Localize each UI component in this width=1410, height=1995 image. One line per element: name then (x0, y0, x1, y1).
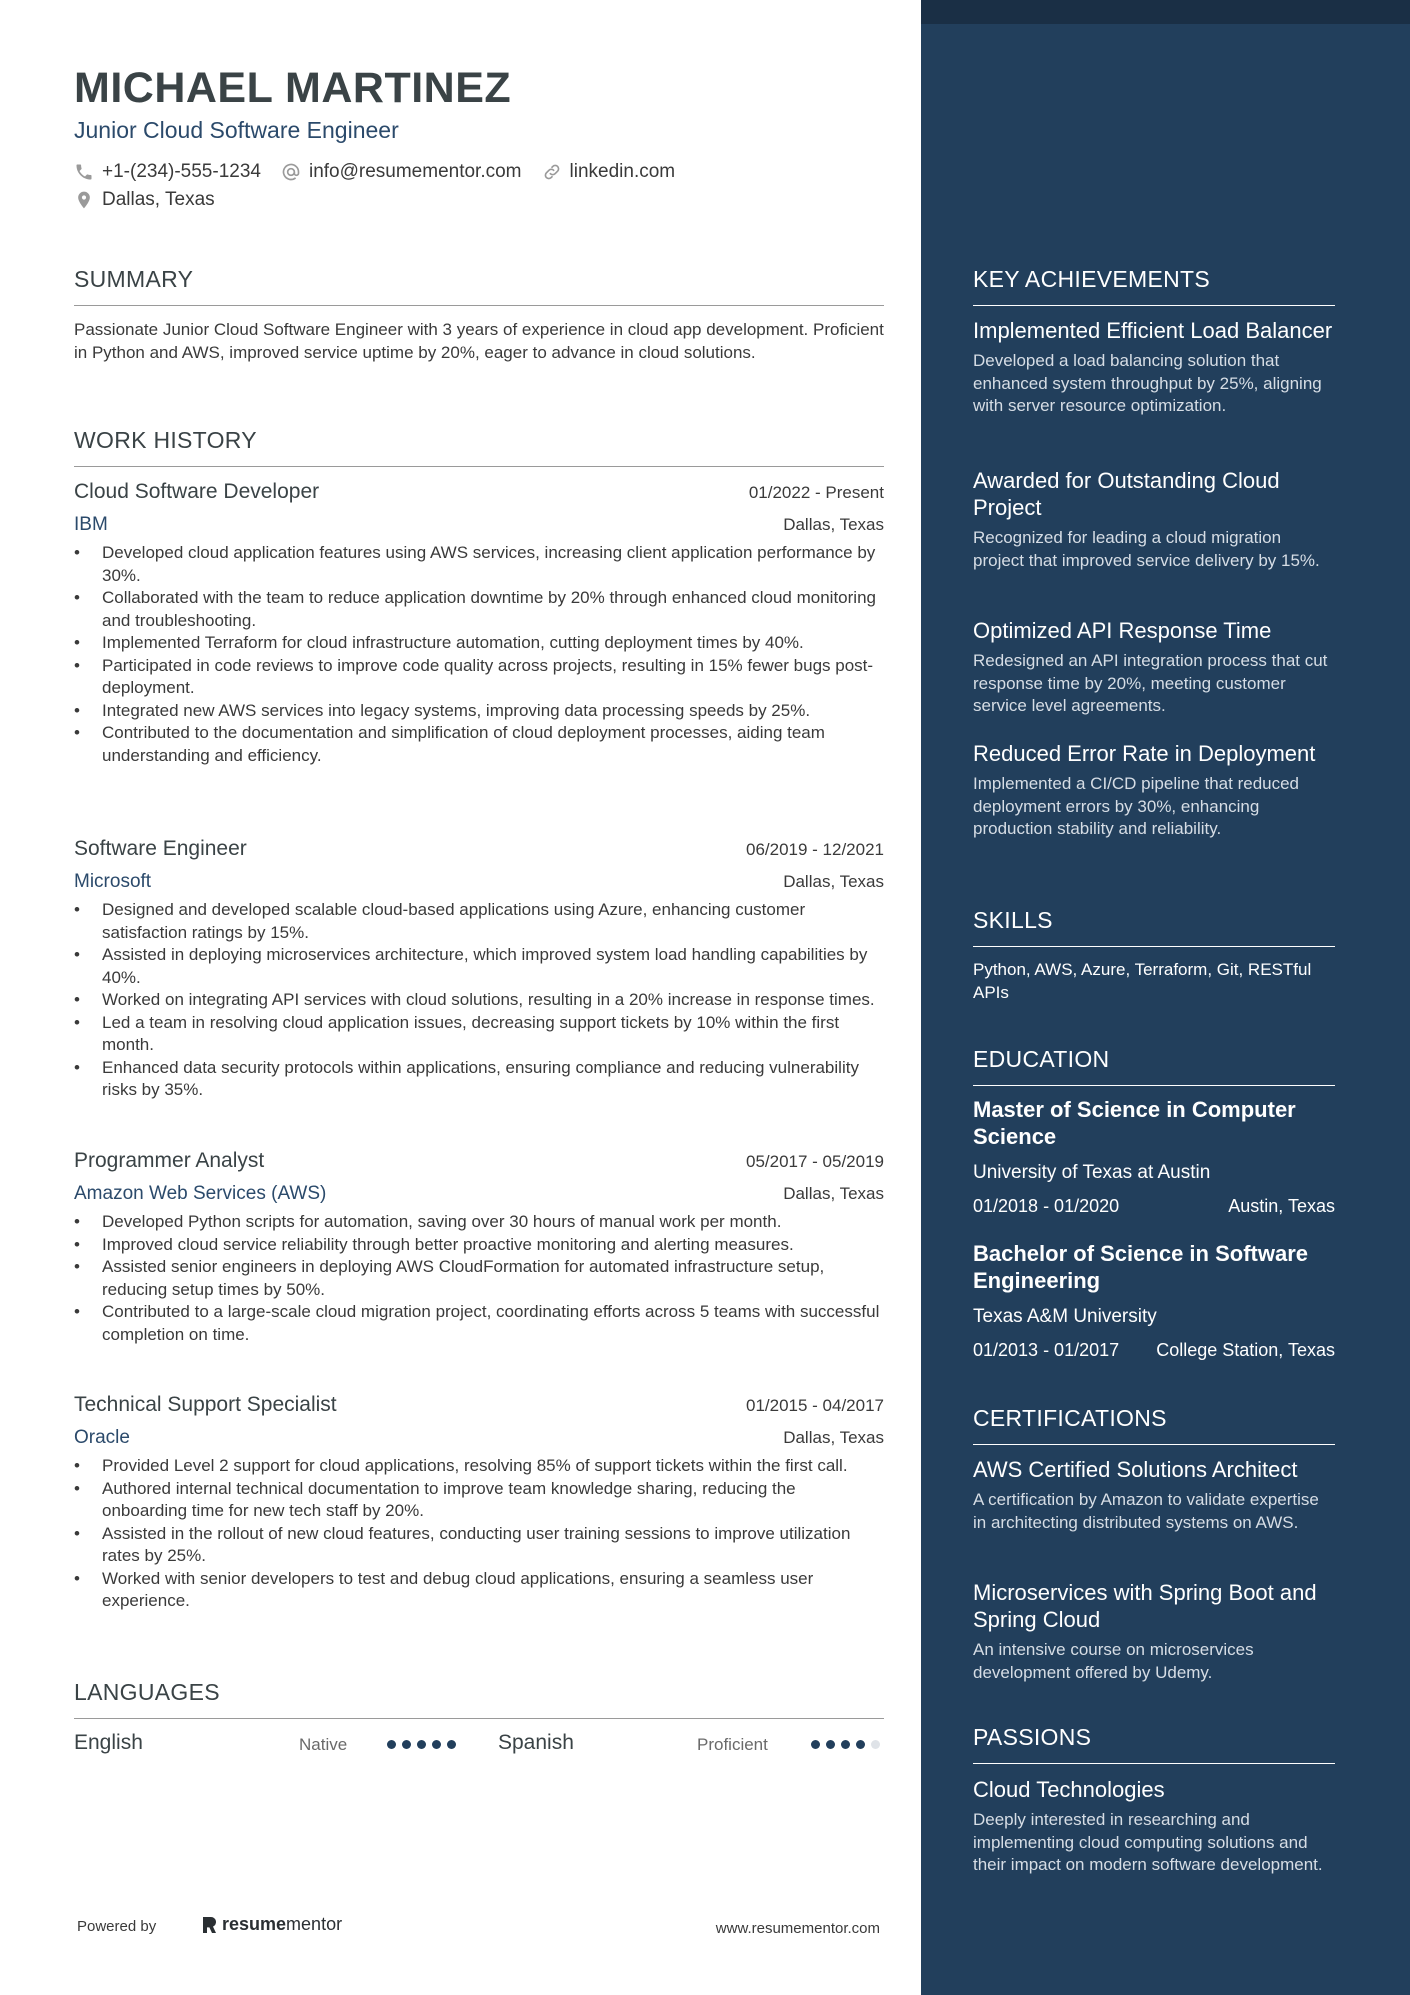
contact-location (74, 189, 235, 211)
footer-website-link[interactable]: www.resumementor.com (715, 1920, 880, 1937)
certification-title: AWS Certified Solutions Architect (973, 1457, 1298, 1482)
languages-row (74, 1731, 884, 1761)
language-name: English (74, 1731, 143, 1754)
job-bullets (74, 899, 884, 1102)
certification-item (973, 1456, 1335, 1534)
bullet-item: • Authored internal technical documentation to improve team knowledge sharing, reducing the onboarding time for new tech staff by 20%. (74, 1478, 884, 1523)
bullet-item: • Assisted in deploying microservices architecture, which improved system load handling capabilities by 40%. (74, 944, 884, 989)
achievement-desc: Redesigned an API integration process that cut response time by 20%, meeting customer service level agreements. (973, 651, 1328, 715)
resumementor-logo[interactable] (200, 1914, 342, 1935)
candidate-name: MICHAEL MARTINEZ (74, 64, 512, 112)
achievement-item (973, 317, 1335, 418)
job-dates: 05/2017 - 05/2019 (745, 1152, 884, 1171)
achievement-item (973, 740, 1335, 841)
job-bullets (74, 1455, 884, 1613)
rating-dot-filled (417, 1740, 426, 1749)
rating-dot-filled (432, 1740, 441, 1749)
contact-phone[interactable] (74, 161, 261, 183)
education-school: Texas A&M University (973, 1306, 1157, 1327)
bullet-item: • Developed cloud application features using AWS services, increasing client application performance by 30%. (74, 542, 884, 587)
education-item (973, 1096, 1335, 1217)
sidebar (921, 0, 1410, 1995)
achievement-item (973, 467, 1335, 572)
job-bullets (74, 542, 884, 767)
education-item (973, 1240, 1335, 1361)
contact-row (74, 161, 695, 183)
job-dates: 06/2019 - 12/2021 (745, 840, 884, 859)
language-rating (387, 1740, 456, 1749)
bullet-item: • Integrated new AWS services into legacy systems, improving data processing speeds by 25%. (74, 700, 884, 723)
email-text: info@resumementor.com (308, 161, 522, 182)
job-title: Cloud Software Developer (74, 480, 320, 503)
summary-heading: SUMMARY (74, 266, 884, 306)
job-location: Dallas, Texas (783, 1428, 884, 1447)
bullet-item: • Led a team in resolving cloud application issues, decreasing support tickets by 10% within the first month. (74, 1012, 884, 1057)
logo-text-bold: resume (222, 1914, 287, 1934)
languages-heading: LANGUAGES (74, 1679, 884, 1719)
job-location: Dallas, Texas (783, 515, 884, 534)
resumementor-logo-icon (200, 1915, 218, 1935)
language-rating (811, 1740, 880, 1749)
job-bullets (74, 1211, 884, 1346)
language-level: Native (299, 1735, 348, 1754)
language-level: Proficient (697, 1735, 768, 1754)
powered-by-text: Powered by (77, 1918, 157, 1935)
job-entry (74, 1149, 884, 1346)
key-achievements-heading: KEY ACHIEVEMENTS (973, 266, 1335, 306)
rating-dot-filled (447, 1740, 456, 1749)
education-dates: 01/2013 - 01/2017 (973, 1340, 1120, 1360)
achievement-desc: Recognized for leading a cloud migration project that improved service delivery by 15%. (973, 528, 1320, 570)
job-company: Oracle (74, 1427, 130, 1448)
bullet-item: • Improved cloud service reliability through better proactive monitoring and alerting measures. (74, 1234, 884, 1257)
bullet-item: • Collaborated with the team to reduce application downtime by 20% through enhanced cloud monitoring and troubleshooting. (74, 587, 884, 632)
rating-dot-empty (871, 1740, 880, 1749)
education-heading: EDUCATION (973, 1046, 1335, 1086)
job-title: Technical Support Specialist (74, 1393, 337, 1416)
education-location: Austin, Texas (1228, 1196, 1335, 1216)
bullet-item: • Worked on integrating API services with cloud solutions, resulting in a 20% increase in response times. (74, 989, 884, 1012)
certification-desc: A certification by Amazon to validate expertise in architecting distributed systems on AWS. (973, 1490, 1319, 1532)
at-icon (281, 162, 301, 182)
job-location: Dallas, Texas (783, 872, 884, 891)
job-title: Programmer Analyst (74, 1149, 265, 1172)
job-entry (74, 480, 884, 767)
certification-desc: An intensive course on microservices development offered by Udemy. (973, 1640, 1254, 1682)
passion-item (973, 1776, 1335, 1877)
job-dates: 01/2022 - Present (748, 483, 884, 502)
bullet-item: • Implemented Terraform for cloud infrastructure automation, cutting deployment times by 40%. (74, 632, 884, 655)
linkedin-text: linkedin.com (569, 161, 676, 182)
bullet-item: • Assisted senior engineers in deploying AWS CloudFormation for automated infrastructure setup, reducing setup times by 50%. (74, 1256, 884, 1301)
job-company: Microsoft (74, 871, 152, 892)
contact-linkedin[interactable] (542, 161, 676, 183)
summary-text: Passionate Junior Cloud Software Engineer with 3 years of experience in cloud app development. Proficient in Python and AWS, improved service uptime by 20%, eager to advance in cloud solutions. (74, 320, 884, 362)
bullet-item: • Provided Level 2 support for cloud applications, resolving 85% of support tickets within the first call. (74, 1455, 884, 1478)
rating-dot-filled (811, 1740, 820, 1749)
bullet-item: • Enhanced data security protocols within applications, ensuring compliance and reducing vulnerability risks by 35%. (74, 1057, 884, 1102)
logo-text-light: mentor (286, 1914, 343, 1934)
job-title: Software Engineer (74, 837, 247, 860)
passion-desc: Deeply interested in researching and implementing cloud computing solutions and their impact on modern software development. (973, 1810, 1323, 1874)
achievement-title: Implemented Efficient Load Balancer (973, 318, 1333, 343)
achievement-title: Reduced Error Rate in Deployment (973, 741, 1316, 766)
achievement-desc: Developed a load balancing solution that enhanced system throughput by 25%, aligning with server resource optimization. (973, 351, 1322, 415)
bullet-item: • Worked with senior developers to test and debug cloud applications, ensuring a seamless user experience. (74, 1568, 884, 1613)
achievement-item (973, 617, 1335, 718)
location-pin-icon (74, 190, 94, 210)
bullet-item: • Developed Python scripts for automation, saving over 30 hours of manual work per month. (74, 1211, 884, 1234)
certifications-heading: CERTIFICATIONS (973, 1405, 1335, 1445)
job-company: Amazon Web Services (AWS) (74, 1183, 327, 1204)
certification-item (973, 1579, 1335, 1684)
bullet-item: • Contributed to the documentation and simplification of cloud deployment processes, aiding team understanding and efficiency. (74, 722, 884, 767)
education-location: College Station, Texas (1156, 1340, 1335, 1360)
education-degree: Master of Science in Computer Science (973, 1097, 1296, 1149)
sidebar-top-band (921, 0, 1410, 24)
skills-text: Python, AWS, Azure, Terraform, Git, RESTful APIs (973, 960, 1312, 1002)
rating-dot-filled (387, 1740, 396, 1749)
job-company: IBM (74, 514, 108, 535)
phone-icon (74, 162, 94, 182)
rating-dot-filled (826, 1740, 835, 1749)
bullet-item: • Participated in code reviews to improve code quality across projects, resulting in 15% fewer bugs post-deployment. (74, 655, 884, 700)
link-icon (542, 162, 562, 182)
work-history-heading: WORK HISTORY (74, 427, 884, 467)
passion-title: Cloud Technologies (973, 1777, 1165, 1802)
achievement-title: Awarded for Outstanding Cloud Project (973, 468, 1280, 520)
language-name: Spanish (498, 1731, 574, 1754)
location-text: Dallas, Texas (102, 189, 215, 210)
rating-dot-filled (402, 1740, 411, 1749)
passions-heading: PASSIONS (973, 1724, 1335, 1764)
rating-dot-filled (856, 1740, 865, 1749)
job-entry (74, 1393, 884, 1613)
candidate-role: Junior Cloud Software Engineer (74, 117, 399, 143)
achievement-desc: Implemented a CI/CD pipeline that reduced deployment errors by 30%, enhancing production stability and reliability. (973, 774, 1300, 838)
education-school: University of Texas at Austin (973, 1162, 1211, 1183)
contact-email[interactable] (281, 161, 522, 183)
education-dates: 01/2018 - 01/2020 (973, 1196, 1120, 1216)
bullet-item: • Designed and developed scalable cloud-based applications using Azure, enhancing customer satisfaction ratings by 15%. (74, 899, 884, 944)
rating-dot-filled (841, 1740, 850, 1749)
education-degree: Bachelor of Science in Software Engineering (973, 1241, 1308, 1293)
job-entry (74, 837, 884, 1102)
bullet-item: • Contributed to a large-scale cloud migration project, coordinating efforts across 5 teams with successful completion on time. (74, 1301, 884, 1346)
bullet-item: • Assisted in the rollout of new cloud features, conducting user training sessions to improve utilization rates by 25%. (74, 1523, 884, 1568)
job-dates: 01/2015 - 04/2017 (745, 1396, 884, 1415)
phone-text: +1-(234)-555-1234 (102, 161, 261, 182)
job-location: Dallas, Texas (783, 1184, 884, 1203)
achievement-title: Optimized API Response Time (973, 618, 1272, 643)
skills-heading: SKILLS (973, 907, 1335, 947)
certification-title: Microservices with Spring Boot and Spring Cloud (973, 1580, 1317, 1632)
